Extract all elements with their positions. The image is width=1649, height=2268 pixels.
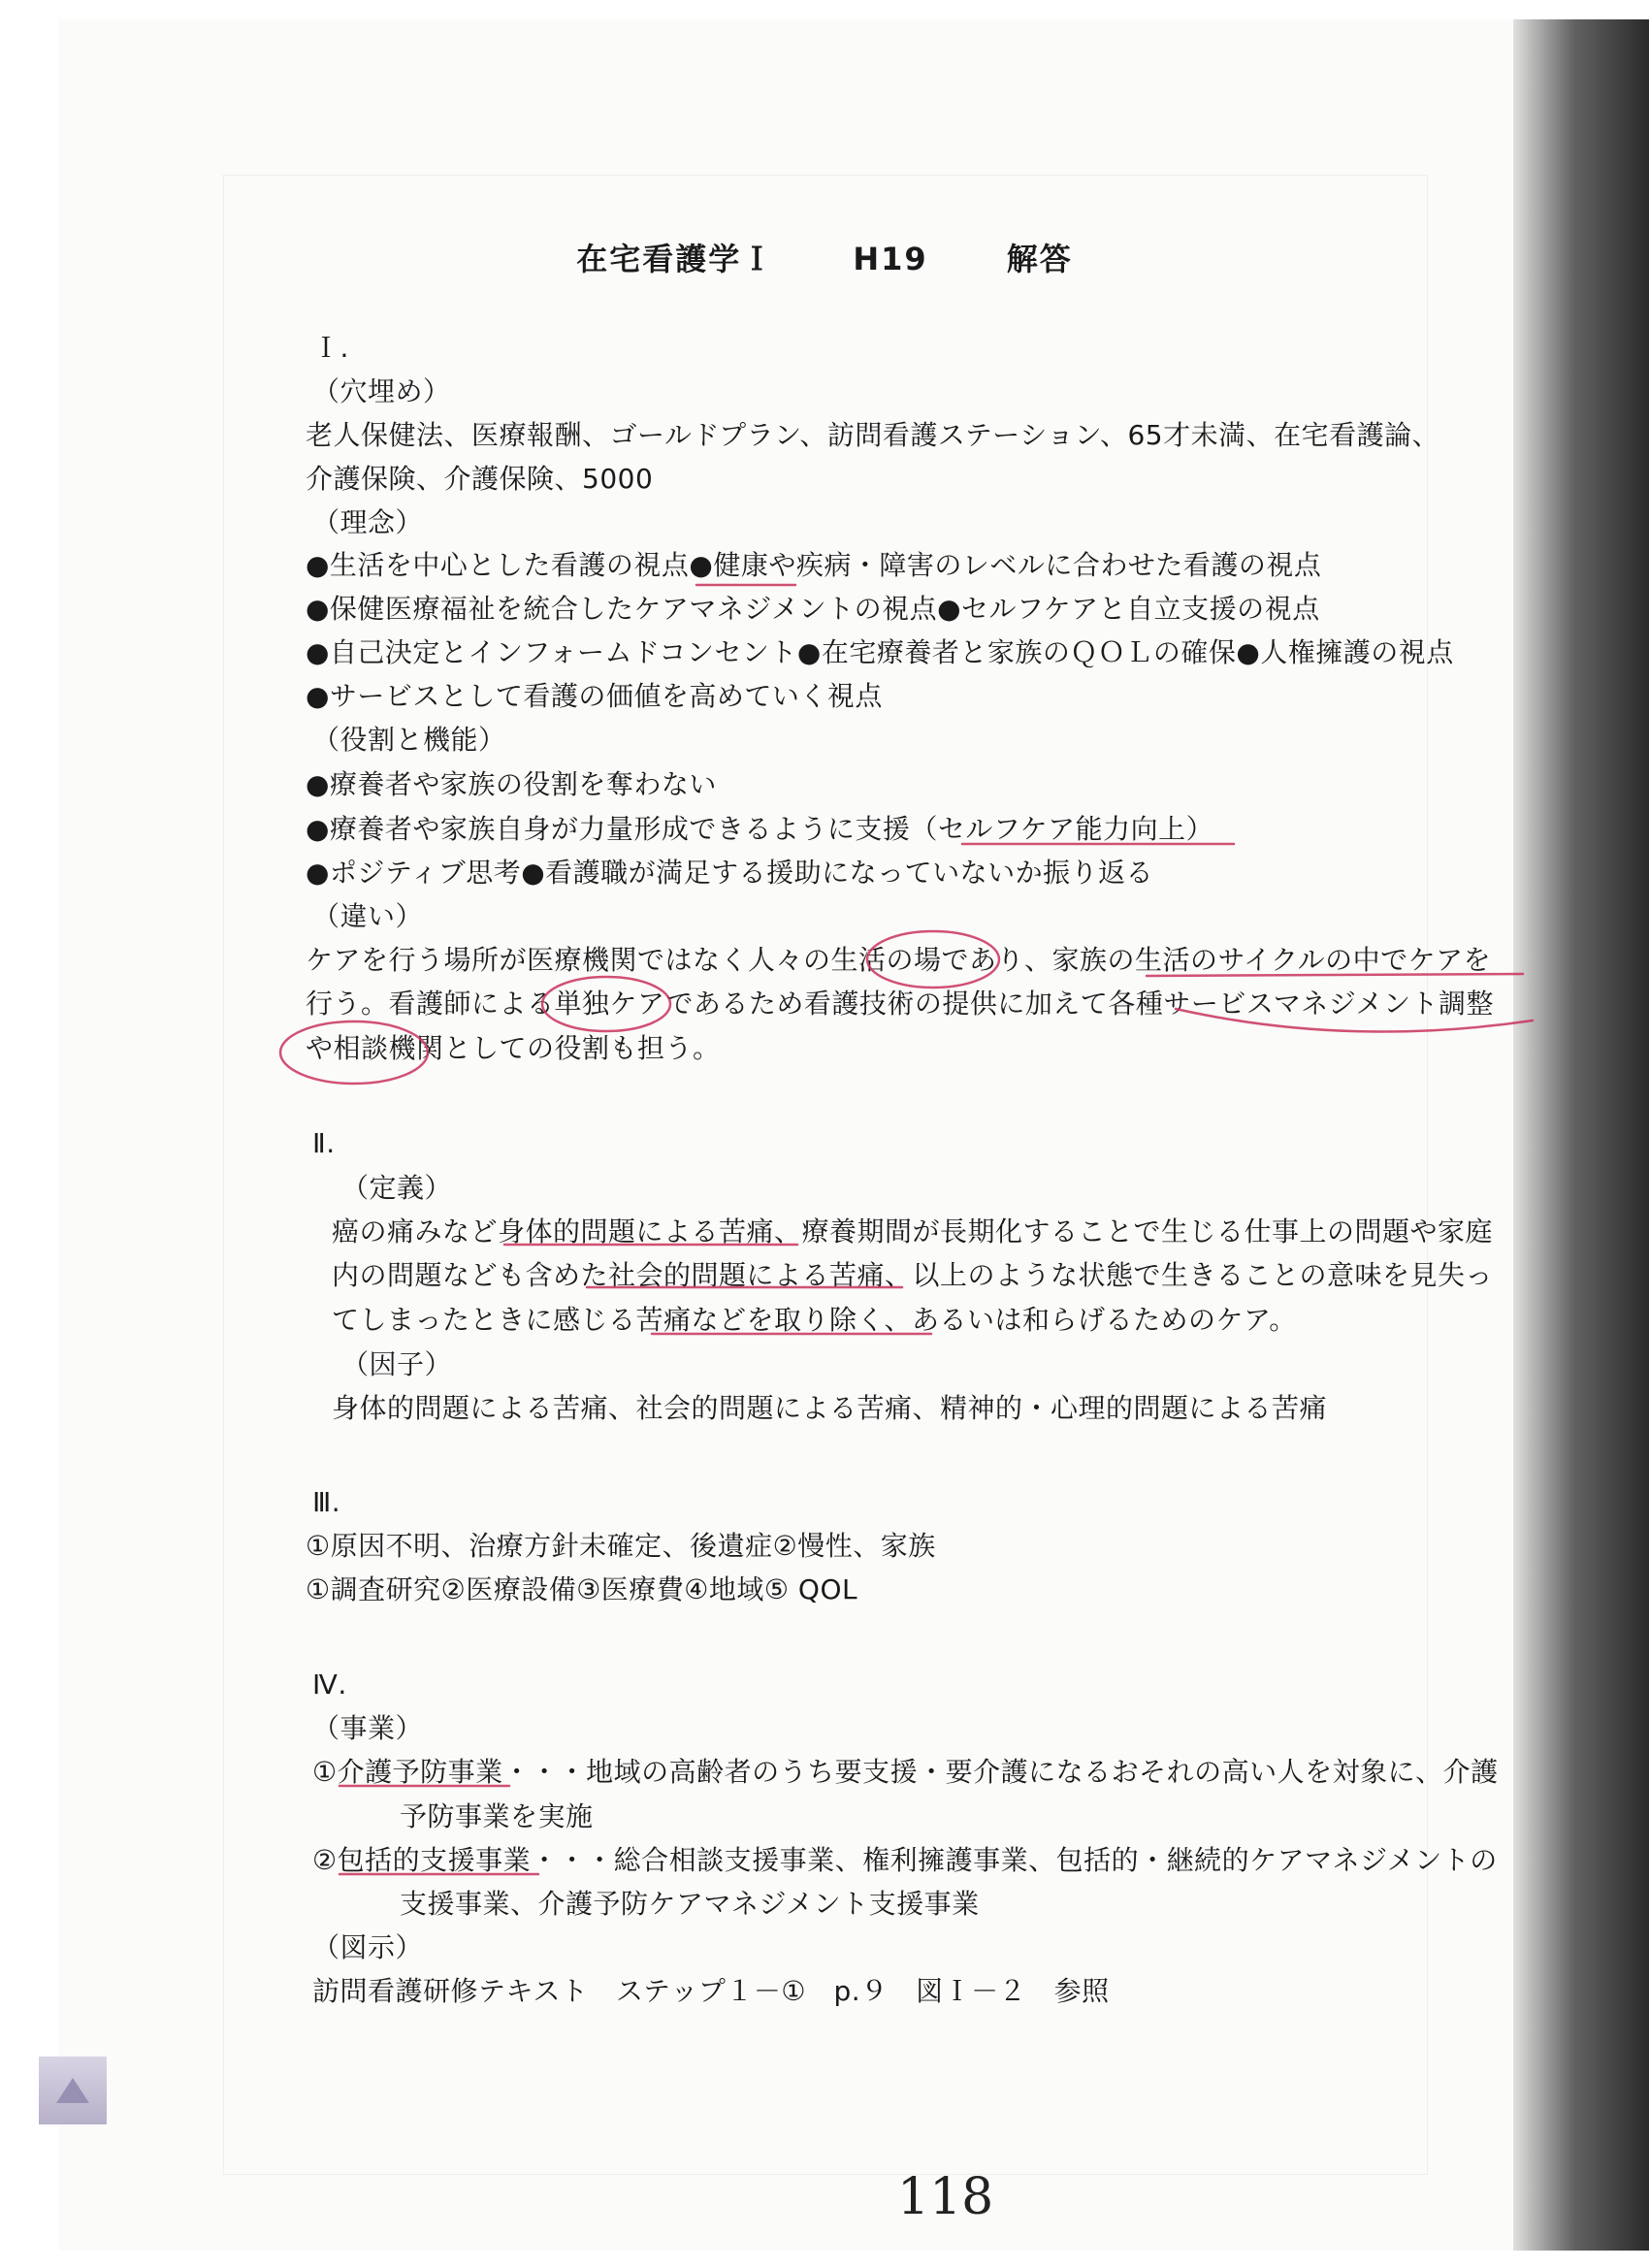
s2-factor-label: （因子） <box>341 1348 453 1380</box>
s1-concept-line2: ●保健医療福祉を統合したケアマネジメントの視点●セルフケアと自立支援の視点 <box>306 593 1320 625</box>
handwritten-page-number: 118 <box>897 2168 994 2226</box>
s1-concept-line1: ●生活を中心とした看護の視点●健康や疾病・障害のレベルに合わせた看護の視点 <box>306 549 1322 581</box>
s1-diff-line2: 行う。看護師による単独ケアであるため看護技術の提供に加えて各種サービスマネジメント調整 <box>306 988 1494 1020</box>
s4-work-line1: ①介護予防事業・・・地域の高齢者のうち要支援・要介護になるおそれの高い人を対象に、介護 <box>312 1756 1499 1788</box>
scan-edge-shadow <box>1513 19 1649 2251</box>
s2-def-line3: てしまったときに感じる苦痛などを取り除く、あるいは和らげるためのケア。 <box>332 1304 1297 1336</box>
s1-diff-line1: ケアを行う場所が医療機関ではなく人々の生活の場であり、家族の生活のサイクルの中でケアを <box>306 944 1492 976</box>
s1-diff-label: （違い） <box>312 900 424 932</box>
s1-role-label: （役割と機能） <box>312 724 506 756</box>
s4-work-line2: ②包括的支援事業・・・総合相談支援事業、権利擁護事業、包括的・継続的ケアマネジメントの <box>312 1844 1498 1876</box>
s4-work-line2b: 支援事業、介護予防ケアマネジメント支援事業 <box>400 1888 980 1920</box>
s3-line2: ①調査研究②医療設備③医療費④地域⑤ QOL <box>306 1573 858 1605</box>
title-year: H19 <box>853 241 928 277</box>
s2-def-label: （定義） <box>341 1172 453 1204</box>
s1-blank-label: （穴埋め） <box>312 375 451 407</box>
title-subject: 在宅看護学Ｉ <box>576 241 775 277</box>
section-4-heading: Ⅳ. <box>312 1669 347 1701</box>
triangle-icon <box>56 2078 89 2103</box>
page-title <box>0 235 1649 279</box>
s1-role-line3: ●ポジティブ思考●看護職が満足する援助になっていないか振り返る <box>306 857 1154 889</box>
s3-line1: ①原因不明、治療方針未確定、後遺症②慢性、家族 <box>306 1530 936 1562</box>
section-3-heading: Ⅲ. <box>312 1486 341 1518</box>
section-1-heading: Ｉ. <box>312 332 349 364</box>
s4-work-label: （事業） <box>312 1712 424 1744</box>
s4-fig-line: 訪問看護研修テキスト ステップ１－① p.９ 図Ｉ－２ 参照 <box>312 1975 1110 2007</box>
s1-blank-line1: 老人保健法、医療報酬、ゴールドプラン、訪問看護ステーション、65才未満、在宅看護論、 <box>306 419 1440 451</box>
s2-def-line1: 癌の痛みなど身体的問題による苦痛、療養期間が長期化することで生じる仕事上の問題や家庭 <box>332 1215 1494 1247</box>
s1-concept-label: （理念） <box>312 506 424 538</box>
s2-def-line2: 内の問題なども含めた社会的問題による苦痛、以上のような状態で生きることの意味を見失っ <box>332 1259 1494 1291</box>
binding-tab <box>39 2057 107 2124</box>
s4-work-line1b: 予防事業を実施 <box>400 1800 594 1832</box>
s2-factor-line1: 身体的問題による苦痛、社会的問題による苦痛、精神的・心理的問題による苦痛 <box>332 1392 1328 1424</box>
s1-role-line1: ●療養者や家族の役割を奪わない <box>306 768 717 800</box>
title-label: 解答 <box>1006 241 1073 277</box>
s1-blank-line2: 介護保険、介護保険、5000 <box>306 463 654 495</box>
s1-role-line2: ●療養者や家族自身が力量形成できるように支援（セルフケア能力向上） <box>306 813 1214 845</box>
section-2-heading: Ⅱ. <box>312 1127 336 1159</box>
s4-fig-label: （図示） <box>312 1931 424 1963</box>
s1-concept-line4: ●サービスとして看護の価値を高めていく視点 <box>306 680 883 712</box>
s1-concept-line3: ●自己決定とインフォームドコンセント●在宅療養者と家族のＱＯＬの確保●人権擁護の視点 <box>306 636 1454 668</box>
s1-diff-line3: や相談機関としての役割も担う。 <box>306 1032 721 1064</box>
